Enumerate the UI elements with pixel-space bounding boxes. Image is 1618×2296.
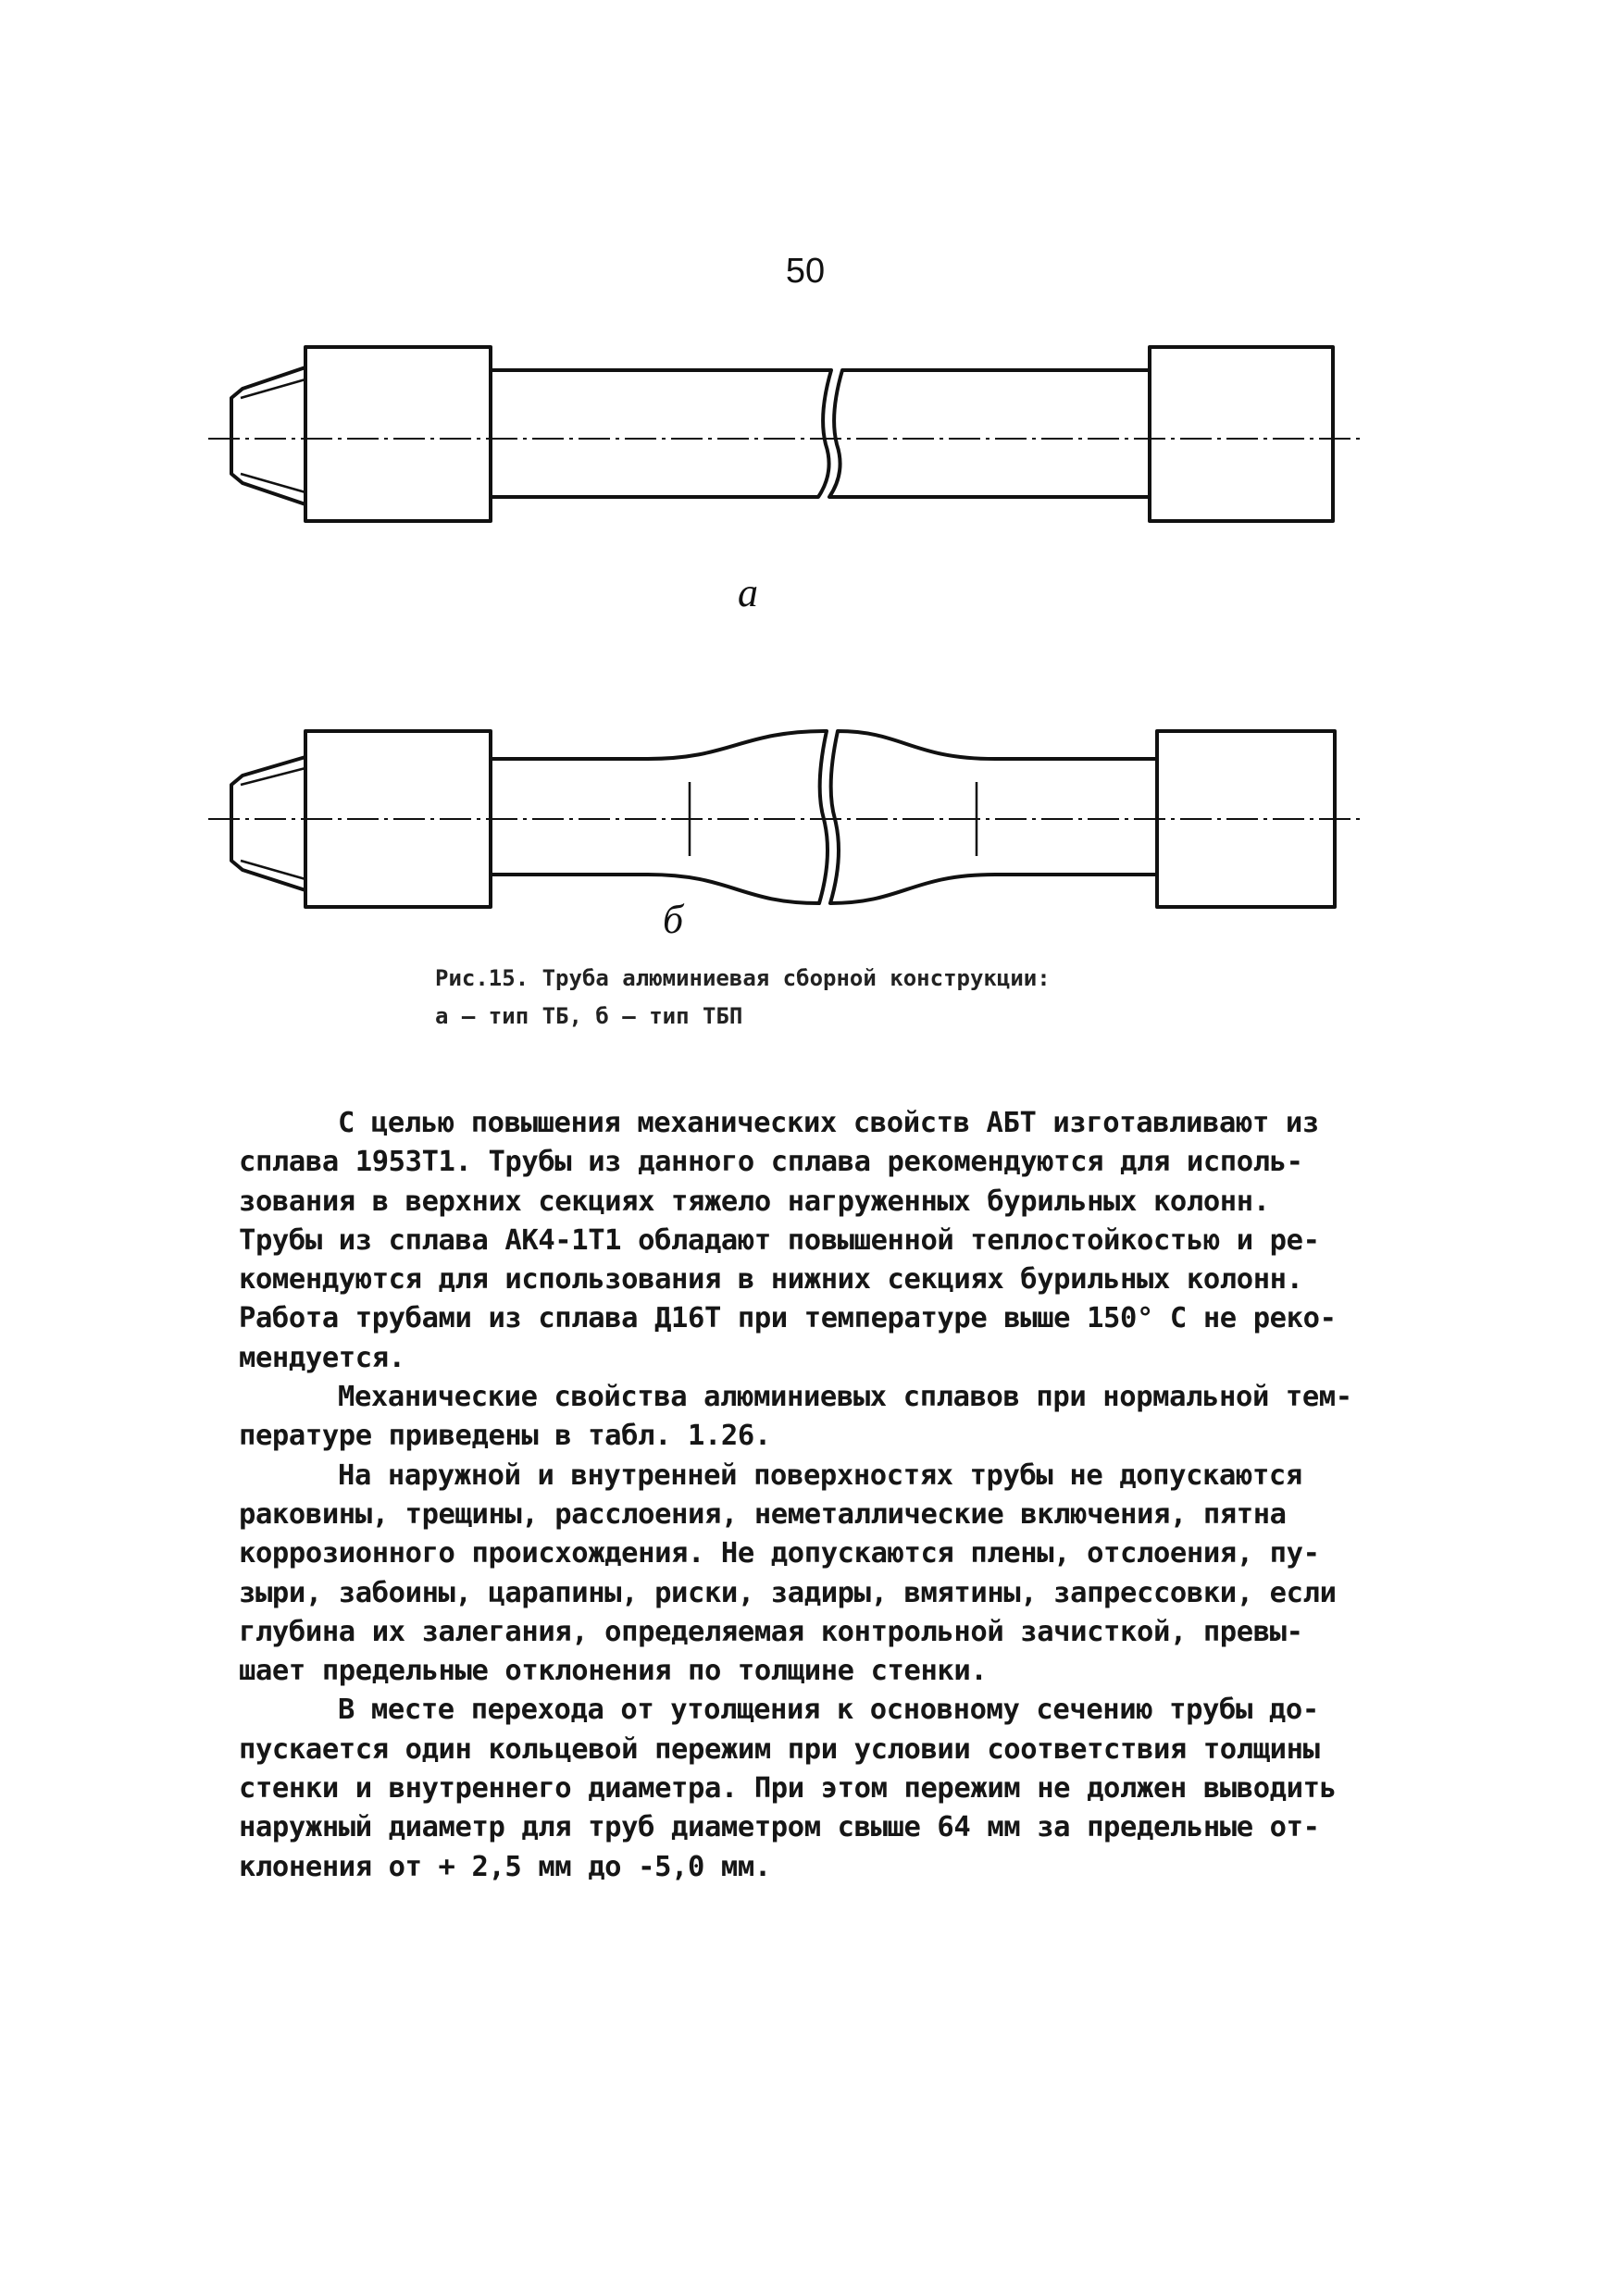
text-line: шает предельные отклонения по толщине стенки. xyxy=(239,1655,988,1688)
text-line: На наружной и внутренней поверхностях трубы не допускаются xyxy=(338,1458,1302,1492)
pipe-a-body-right xyxy=(829,370,1150,497)
text-line: пускается один кольцевой пережим при условии соответствия толщины xyxy=(239,1732,1320,1766)
paragraph-2 xyxy=(239,1378,1470,1457)
pipe-a-right-coupling xyxy=(1150,347,1333,521)
text-line: С целью повышения механических свойств АБТ изготавливают из xyxy=(338,1107,1319,1139)
paragraph-3 xyxy=(239,1457,1470,1692)
pipe-drawings xyxy=(0,0,1618,1055)
paragraph-1 xyxy=(239,1104,1470,1378)
text-line: комендуются для использования в нижних секциях бурильных колонн. xyxy=(239,1263,1303,1297)
text-line: зыри, забоины, царапины, риски, задиры, вмятины, запрессовки, если xyxy=(239,1576,1337,1609)
text-line: глубина их залегания, определяемая контрольной зачисткой, превы- xyxy=(239,1615,1303,1648)
text-line: клонения от + 2,5 мм до -5,0 мм. xyxy=(239,1850,771,1883)
text-line: Механические свойства алюминиевых сплавов при нормальной тем- xyxy=(338,1381,1352,1414)
text-line: Трубы из сплава АК4-1Т1 обладают повышенной теплостойкостью и ре- xyxy=(239,1223,1320,1257)
text-line: В месте перехода от утолщения к основному сечению трубы до- xyxy=(338,1694,1319,1727)
pipe-drawing-b xyxy=(208,731,1365,907)
pipe-drawing-a xyxy=(208,347,1365,521)
pipe-a-left-coupling xyxy=(305,347,491,521)
text-line: мендуется. xyxy=(239,1341,405,1374)
pipe-b-body-left xyxy=(491,731,828,903)
body-text xyxy=(239,1104,1470,1887)
figure-caption-line2: а – тип ТБ, б – тип ТБП xyxy=(435,1003,743,1029)
figure-caption-line1: Рис.15. Труба алюминиевая сборной конструкции: xyxy=(435,965,1051,991)
text-line: стенки и внутреннего диаметра. При этом пережим не должен выводить xyxy=(239,1772,1337,1806)
text-line: коррозионного происхождения. Не допускаются плены, отслоения, пу- xyxy=(239,1537,1320,1570)
text-line: зования в верхних секциях тяжело нагруженных бурильных колонн. xyxy=(239,1185,1270,1218)
text-line: пературе приведены в табл. 1.26. xyxy=(239,1420,771,1453)
text-line: Работа трубами из сплава Д16Т при температуре выше 150° С не реко- xyxy=(239,1302,1337,1335)
pipe-b-body-right xyxy=(830,731,1157,903)
paragraph-4 xyxy=(239,1691,1470,1886)
text-line: наружный диаметр для труб диаметром свыше 64 мм за предельные от- xyxy=(239,1811,1320,1844)
pipe-a-thread-tip xyxy=(231,367,305,504)
pipe-a-body-left xyxy=(491,370,831,497)
text-line: сплава 1953Т1. Трубы из данного сплава рекомендуются для исполь- xyxy=(239,1146,1303,1179)
page-number: 50 xyxy=(785,252,826,291)
figure-label-b: б xyxy=(663,897,684,942)
text-line: раковины, трещины, расслоения, неметаллические включения, пятна xyxy=(239,1497,1287,1531)
figure-label-a: а xyxy=(738,570,758,615)
